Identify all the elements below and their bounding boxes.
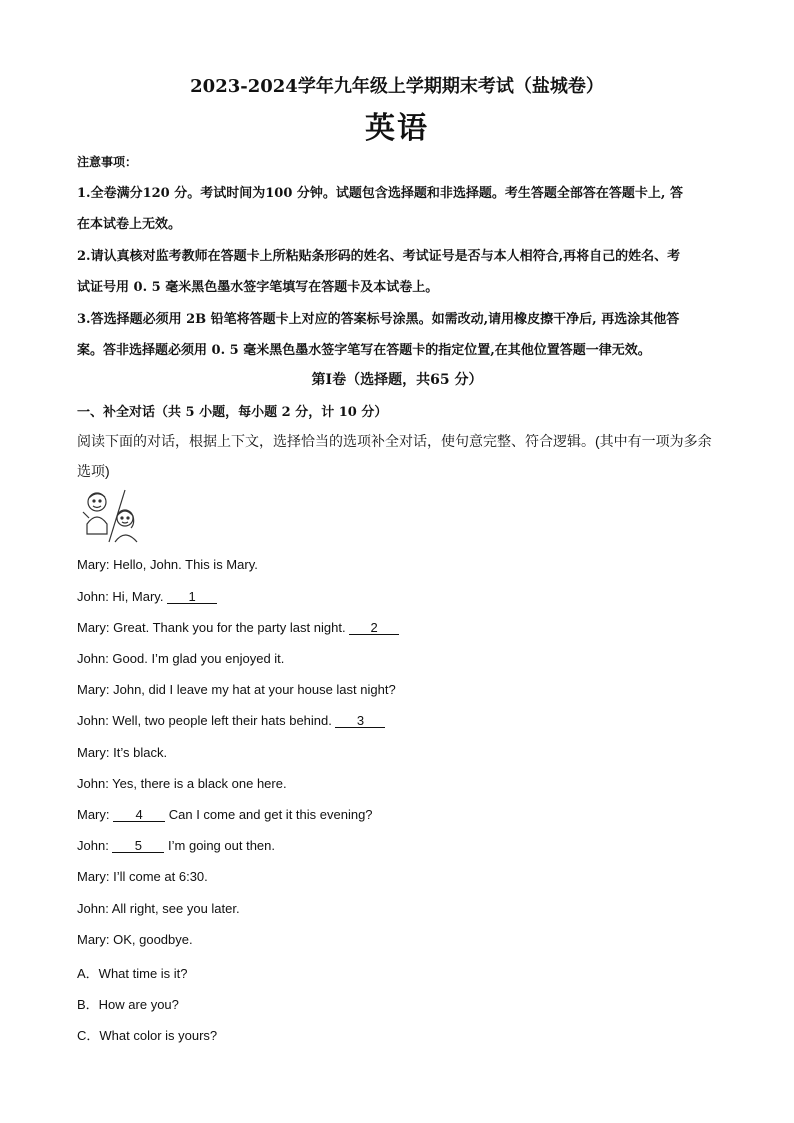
note-line: 3.答选择题必须用 2B 铅笔将答题卡上对应的答案标号涂黑。如需改动,请用橡皮擦干净后, 再选涂其他答 [77, 312, 680, 327]
note-line: 1.全卷满分120 分。考试时间为100 分钟。试题包含选择题和非选择题。考生答题全部答在答题卡上, 答 [77, 186, 683, 201]
note-line: 在本试卷上无效。 [77, 217, 182, 232]
dialogue-line: Mary: Hello, John. This is Mary. [77, 557, 258, 572]
dialogue-line: John: Hi, Mary. 1 [77, 589, 217, 604]
option-a[interactable]: A．What time is it? [77, 966, 188, 981]
dialogue-line: Mary: 4 Can I come and get it this evening? [77, 807, 373, 822]
note-line: 案。答非选择题必须用 0. 5 毫米黑色墨水签字笔写在答题卡的指定位置,在其他位置答题一律无效。 [77, 343, 651, 358]
answer-blank[interactable]: 2 [349, 621, 399, 635]
exam-title: 2023-2024学年九年级上学期期末考试（盐城卷） [190, 76, 604, 97]
answer-blank[interactable]: 5 [112, 839, 164, 853]
section-title: 第Ⅰ卷（选择题，共65 分） [311, 372, 483, 388]
instruction-line: 选项) [77, 463, 110, 479]
answer-blank[interactable]: 1 [167, 590, 217, 604]
subject-title: 英语 [365, 111, 429, 146]
dialogue-line: John: 5 I’m going out then. [77, 838, 275, 853]
part-title: 一、补全对话（共 5 小题，每小题 2 分，计 10 分） [77, 405, 388, 420]
notes-heading: 注意事项： [77, 155, 138, 169]
dialogue-line: Mary: It’s black. [77, 745, 168, 760]
dialogue-line: John: Yes, there is a black one here. [77, 776, 287, 791]
answer-blank[interactable]: 3 [335, 714, 385, 728]
option-c[interactable]: C．What color is yours? [77, 1028, 218, 1043]
dialogue-line: John: Good. I’m glad you enjoyed it. [77, 651, 285, 666]
dialogue-line: John: All right, see you later. [77, 901, 240, 916]
dialogue-line: Mary: OK, goodbye. [77, 932, 193, 947]
dialogue-illustration [79, 488, 143, 544]
dialogue-line: Mary: Great. Thank you for the party last night. 2 [77, 620, 399, 635]
note-line: 试证号用 0. 5 毫米黑色墨水签字笔填写在答题卡及本试卷上。 [77, 280, 439, 295]
dialogue-line: Mary: I’ll come at 6:30. [77, 869, 208, 884]
option-b[interactable]: B．How are you? [77, 997, 179, 1012]
dialogue-line: John: Well, two people left their hats behind. 3 [77, 713, 385, 728]
instruction-line: 阅读下面的对话，根据上下文，选择恰当的选项补全对话，使句意完整、符合逻辑。(其中有一项为多余 [77, 433, 712, 449]
answer-blank[interactable]: 4 [113, 808, 165, 822]
note-line: 2.请认真核对监考教师在答题卡上所粘贴条形码的姓名、考试证号是否与本人相符合,再将自己的姓名、考 [77, 249, 681, 264]
dialogue-line: Mary: John, did I leave my hat at your house last night? [77, 682, 396, 697]
